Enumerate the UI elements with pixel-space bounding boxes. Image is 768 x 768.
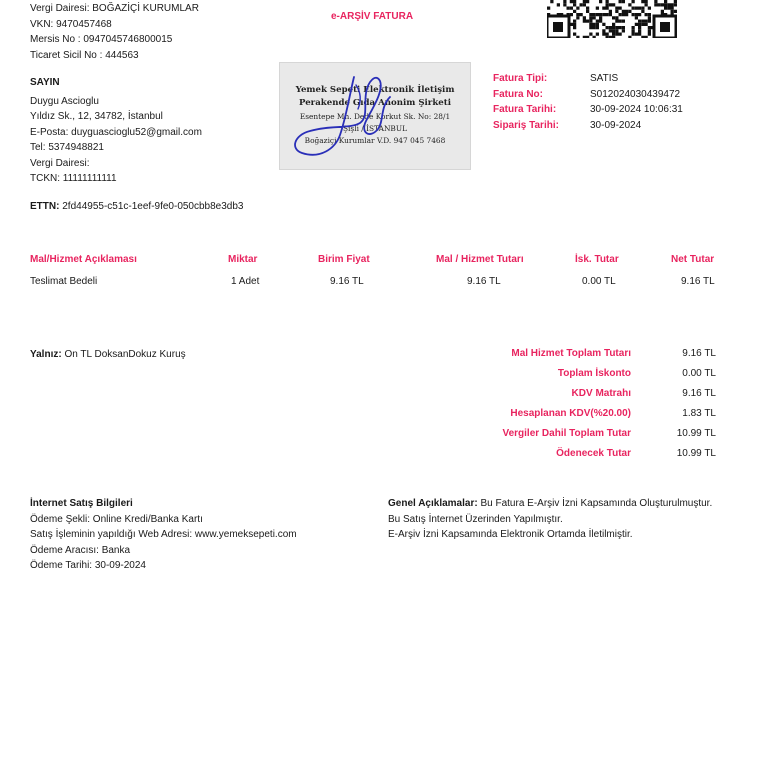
stamp-line-2: Perakende Gıda Anonim Şirketi [298, 98, 451, 108]
buyer-tckn: TCKN: 11111111111 [30, 173, 117, 184]
stamp-line-5: Boğaziçi Kurumlar V.D. 947 045 7468 [304, 136, 446, 145]
col-header-line-amount: Mal / Hizmet Tutarı [436, 254, 524, 265]
internet-sales-info [30, 496, 297, 574]
ettn-value: 2fd44955-c51c-1eef-9fe0-050cbb8e3db3 [62, 201, 244, 212]
order-date-value: 30-09-2024 [590, 119, 642, 131]
invoice-no-value: S012024030439472 [590, 88, 681, 100]
payment-date: Ödeme Tarihi: 30-09-2024 [30, 560, 146, 571]
total-discount-value: 0.00 TL [682, 368, 716, 379]
general-notes-line-3: E-Arşiv İzni Kapsamında Elektronik Ortamda İletilmiştir. [388, 529, 633, 540]
col-header-description: Mal/Hizmet Açıklaması [30, 254, 137, 265]
payment-method: Ödeme Şekli: Online Kredi/Banka Kartı [30, 513, 203, 525]
col-header-discount: İsk. Tutar [575, 254, 619, 265]
document-title: e-ARŞİV FATURA [331, 11, 414, 22]
invoice-date-label: Fatura Tarihi: [493, 104, 557, 115]
payment-intermediary: Ödeme Aracısı: Banka [30, 544, 131, 556]
amount-in-words-label: Yalnız: [30, 349, 62, 360]
company-stamp [279, 62, 471, 170]
internet-sales-heading: İnternet Satış Bilgileri [30, 498, 133, 509]
general-notes-line-1: Bu Fatura E-Arşiv İzni Kapsamında Oluşturulmuştur. [480, 498, 713, 509]
invoice-date-value: 30-09-2024 10:06:31 [590, 104, 683, 115]
signature-icon [280, 63, 470, 169]
invoice-no-label: Fatura No: [493, 88, 543, 100]
seller-mersis: Mersis No : 0947045746800015 [30, 34, 173, 45]
total-incl-tax-value: 10.99 TL [676, 428, 716, 439]
stamp-line-4: Şişli / İSTANBUL [342, 124, 407, 133]
amount-in-words [30, 347, 186, 363]
buyer-tax-office: Vergi Dairesi: [30, 157, 90, 169]
amount-payable-value: 10.99 TL [676, 448, 716, 459]
total-goods-value: 9.16 TL [682, 348, 716, 359]
buyer-address: Yıldız Sk., 12, 34782, İstanbul [30, 111, 163, 122]
buyer-phone: Tel: 5374948821 [30, 142, 104, 153]
table-cell-unit-price: 9.16 TL [330, 276, 364, 287]
col-header-net-amount: Net Tutar [671, 254, 715, 265]
seller-tax-office: Vergi Dairesi: BOĞAZİÇİ KURUMLAR [30, 3, 199, 14]
table-cell-line-amount: 9.16 TL [467, 276, 501, 287]
buyer-heading: SAYIN [30, 77, 60, 88]
invoice-info [493, 71, 683, 133]
general-notes-label: Genel Açıklamalar: [388, 498, 478, 509]
stamp-line-1: Yemek Sepeti Elektronik İletişim [295, 85, 455, 95]
invoice-type-label: Fatura Tipi: [493, 73, 548, 84]
vat-base-label: KDV Matrahı [571, 388, 631, 399]
general-notes-line-2: Bu Satış İnternet Üzerinden Yapılmıştır. [388, 513, 563, 525]
general-notes [388, 496, 712, 543]
amount-in-words-value: On TL DoksanDokuz Kuruş [64, 349, 186, 360]
seller-vkn: VKN: 9470457468 [30, 18, 112, 30]
col-header-quantity: Miktar [228, 254, 258, 265]
ettn [30, 199, 244, 215]
qr-code-icon [547, 0, 677, 38]
calculated-vat-label: Hesaplanan KDV(%20.00) [510, 408, 631, 419]
table-cell-quantity: 1 Adet [231, 276, 260, 287]
table-cell-discount: 0.00 TL [582, 276, 616, 287]
buyer-name: Duygu Ascioglu [30, 95, 99, 107]
amount-payable-label: Ödenecek Tutar [556, 448, 631, 459]
stamp-line-3: Esentepe Mh. Dede Korkut Sk. No: 28/1 [299, 112, 451, 121]
order-date-label: Sipariş Tarihi: [493, 119, 559, 131]
calculated-vat-value: 1.83 TL [682, 408, 716, 419]
total-goods-label: Mal Hizmet Toplam Tutarı [511, 348, 631, 359]
invoice-type-value: SATIS [590, 73, 619, 84]
buyer-info [30, 75, 202, 187]
total-discount-label: Toplam İskonto [557, 368, 631, 379]
table-cell-net-amount: 9.16 TL [681, 276, 715, 287]
table-cell-description: Teslimat Bedeli [30, 276, 98, 287]
seller-info [30, 1, 199, 63]
total-incl-tax-label: Vergiler Dahil Toplam Tutar [502, 428, 631, 439]
vat-base-value: 9.16 TL [682, 388, 716, 399]
buyer-email: E-Posta: duyguascioglu52@gmail.com [30, 126, 202, 138]
seller-trade-registry: Ticaret Sicil No : 444563 [30, 49, 139, 61]
col-header-unit-price: Birim Fiyat [318, 254, 370, 265]
sales-website: Satış İşleminin yapıldığı Web Adresi: www.yemeksepeti.com [30, 529, 297, 540]
ettn-label: ETTN: [30, 201, 60, 212]
